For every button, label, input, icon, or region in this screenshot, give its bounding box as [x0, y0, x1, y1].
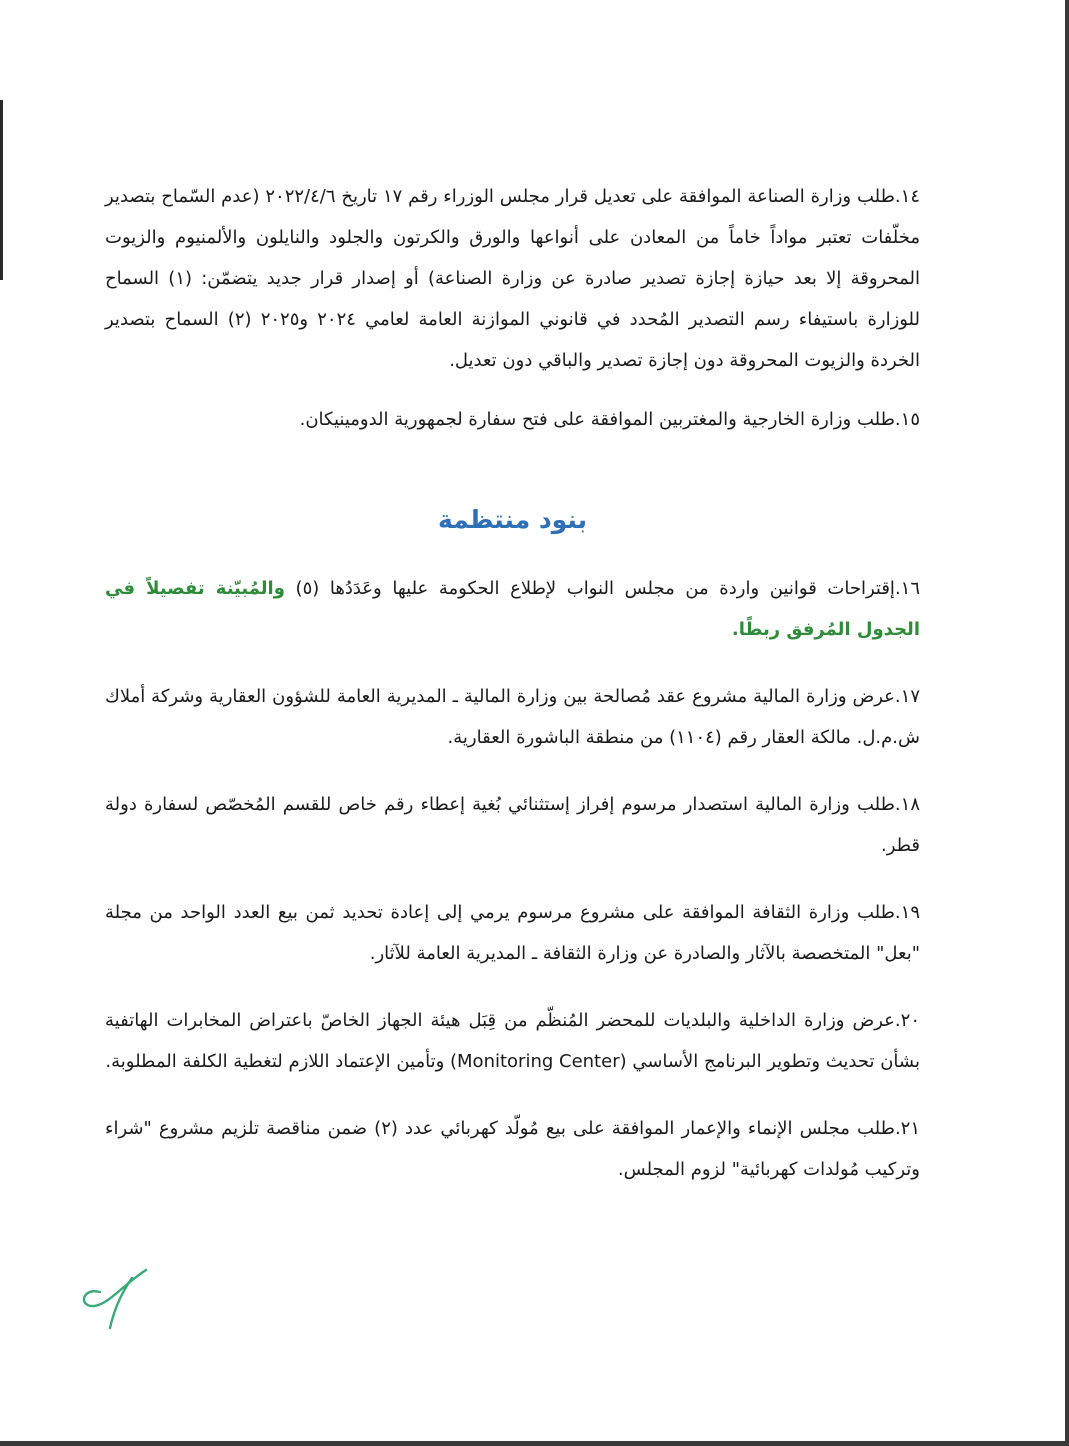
section-title: بنود منتظمة: [438, 505, 587, 534]
scan-edge-left: [0, 100, 3, 280]
agenda-item-16: [105, 568, 920, 650]
scan-edge-bottom: [0, 1441, 1069, 1446]
item-number: ١٦.: [894, 578, 921, 599]
agenda-item-15: [105, 399, 920, 440]
item-text: طلب وزارة الصناعة الموافقة على تعديل قرار مجلس الوزراء رقم ١٧ تاريخ ٢٠٢٢/٤/٦ (عدم السّماح بتصدير مخلّفات تعتبر مواداً خاماً من المعادن على أنواعها والورق والكرتون والجلود والنايلون والألمنيوم والزيوت المحروقة إلا بعد حيازة إجازة تصدير صادرة عن وزارة الصناعة) أو إصدار قرار جديد يتضمّن: (١) السماح للوزارة باستيفاء رسم التصدير المُحدد في قانوني الموازنة العامة لعامي ٢٠٢٤ و٢٠٢٥ (٢) السماح بتصدير الخردة والزيوت المحروقة دون إجازة تصدير والباقي دون تعديل.: [105, 186, 921, 371]
agenda-item-14: [105, 176, 920, 381]
item-text-highlight: والمُبيّنة تفصيلاً في الجدول المُرفق ربطًا.: [105, 578, 920, 640]
agenda-item-19: [105, 892, 920, 974]
agenda-item-20: [105, 1000, 920, 1082]
agenda-item-18: [105, 784, 920, 866]
scan-edge-right: [1065, 0, 1069, 1446]
item-text: طلب مجلس الإنماء والإعمار الموافقة على بيع مُولّد كهربائي عدد (٢) ضمن مناقصة تلزيم مشروع "شراء وتركيب مُولدات كهربائية" لزوم المجلس.: [105, 1118, 920, 1180]
agenda-item-17: [105, 676, 920, 758]
item-number: ٢٠.: [894, 1010, 920, 1031]
item-text: إقتراحات قوانين واردة من مجلس النواب لإطلاع الحكومة عليها وعَدَدُها (٥): [284, 578, 895, 599]
item-number: ١٥.: [894, 409, 920, 430]
item-number: ٢١.: [894, 1118, 921, 1139]
item-text: طلب وزارة المالية استصدار مرسوم إفراز إستثنائي بُغية إعطاء رقم خاص للقسم المُخصّص لسفارة دولة قطر.: [105, 794, 920, 856]
agenda-item-21: [105, 1108, 920, 1190]
item-number: ١٨.: [894, 794, 920, 815]
item-text: عرض وزارة المالية مشروع عقد مُصالحة بين وزارة المالية ـ المديرية العامة للشؤون العقارية وشركة أملاك ش.م.ل. مالكة العقار رقم (١١٠٤) من منطقة الباشورة العقارية.: [105, 686, 920, 748]
item-number: ١٩.: [894, 902, 920, 923]
item-number: ١٤.: [894, 186, 920, 207]
signature-initial: [72, 1262, 152, 1332]
item-text: طلب وزارة الثقافة الموافقة على مشروع مرسوم يرمي إلى إعادة تحديد ثمن بيع العدد الواحد من مجلة "بعل" المتخصصة بالآثار والصادرة عن وزارة الثقافة ـ المديرية العامة للآثار.: [105, 902, 920, 964]
item-number: ١٧.: [894, 686, 920, 707]
document-body: [105, 176, 920, 1208]
item-text: عرض وزارة الداخلية والبلديات للمحضر المُنظّم من قِبَل هيئة الجهاز الخاصّ باعتراض المخابرات الهاتفية بشأن تحديث وتطوير البرنامج الأساسي (Monitoring Center) وتأمين الإعتماد اللازم لتغطية الكلفة المطلوبة.: [105, 1010, 920, 1072]
item-text: طلب وزارة الخارجية والمغتربين الموافقة على فتح سفارة لجمهورية الدومينيكان.: [299, 409, 895, 430]
